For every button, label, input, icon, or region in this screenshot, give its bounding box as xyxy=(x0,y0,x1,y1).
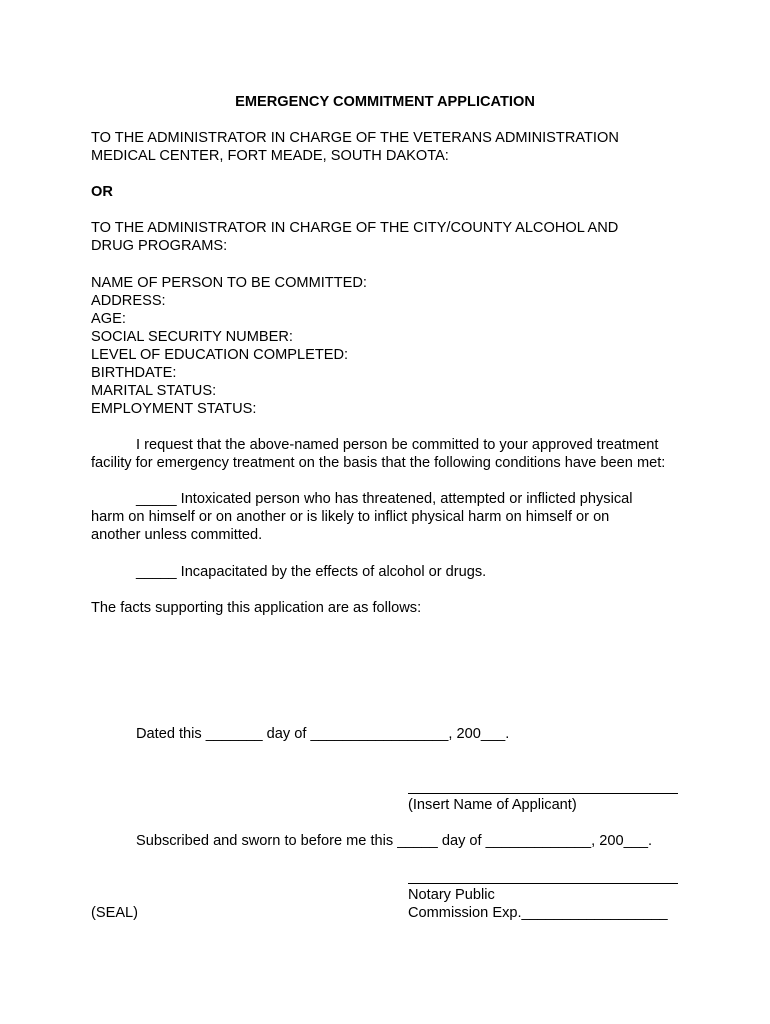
field-marital-status: MARITAL STATUS: xyxy=(91,383,217,399)
addressee-va-line-1: TO THE ADMINISTRATOR IN CHARGE OF THE VETERANS ADMINISTRATION xyxy=(91,130,619,146)
field-education: LEVEL OF EDUCATION COMPLETED: xyxy=(91,347,349,363)
condition-1-line-3: another unless committed. xyxy=(91,527,263,543)
addressee-va-line-2: MEDICAL CENTER, FORT MEADE, SOUTH DAKOTA: xyxy=(91,148,449,164)
applicant-label: (Insert Name of Applicant) xyxy=(408,797,577,813)
addressee-city-line-1: TO THE ADMINISTRATOR IN CHARGE OF THE CITY/COUNTY ALCOHOL AND xyxy=(91,220,619,236)
field-address: ADDRESS: xyxy=(91,293,166,309)
field-name: NAME OF PERSON TO BE COMMITTED: xyxy=(91,275,367,291)
field-birthdate: BIRTHDATE: xyxy=(91,365,177,381)
or-label: OR xyxy=(91,184,113,200)
condition-2: _____ Incapacitated by the effects of alcohol or drugs. xyxy=(136,564,487,580)
commission-line: Commission Exp.__________________ xyxy=(408,905,668,921)
dated-line: Dated this _______ day of _________________, 200___. xyxy=(136,726,510,742)
notary-signature-line xyxy=(408,883,678,884)
document-title: EMERGENCY COMMITMENT APPLICATION xyxy=(235,94,535,110)
field-age: AGE: xyxy=(91,311,126,327)
condition-1-line-2: harm on himself or on another or is likely to inflict physical harm on himself or on xyxy=(91,509,610,525)
notary-label: Notary Public xyxy=(408,887,495,903)
field-ssn: SOCIAL SECURITY NUMBER: xyxy=(91,329,293,345)
request-paragraph-line-2: facility for emergency treatment on the basis that the following conditions have been met: xyxy=(91,455,666,471)
applicant-signature-line xyxy=(408,793,678,794)
sworn-line: Subscribed and sworn to before me this _____ day of _____________, 200___. xyxy=(136,833,653,849)
facts-label: The facts supporting this application are as follows: xyxy=(91,600,422,616)
condition-1-line-1: _____ Intoxicated person who has threatened, attempted or inflicted physical xyxy=(136,491,633,507)
request-paragraph-line-1: I request that the above-named person be committed to your approved treatment xyxy=(136,437,659,453)
field-employment-status: EMPLOYMENT STATUS: xyxy=(91,401,257,417)
addressee-city-line-2: DRUG PROGRAMS: xyxy=(91,238,228,254)
seal-label: (SEAL) xyxy=(91,905,139,921)
